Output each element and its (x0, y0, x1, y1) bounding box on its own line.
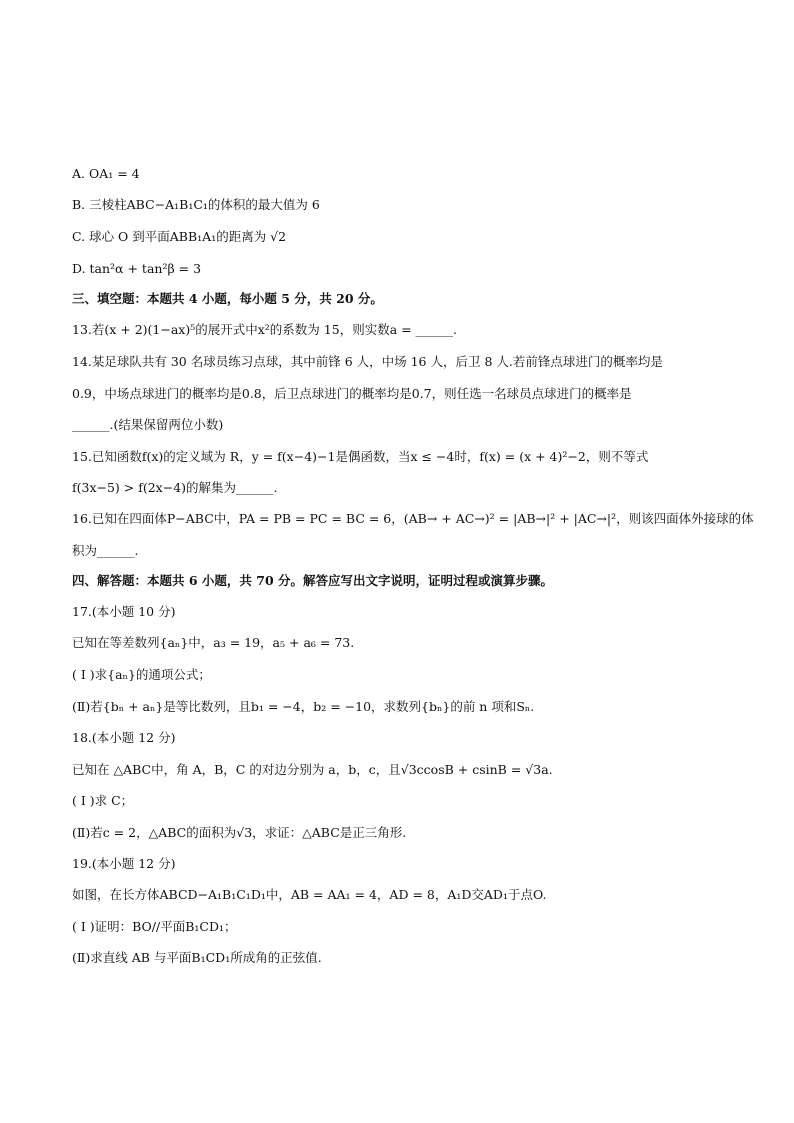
section-4-header: 四、解答题：本题共 6 小题，共 70 分。解答应写出文字说明，证明过程或演算步骤。 (72, 573, 554, 588)
question-14-line-2: 0.9，中场点球进门的概率均是0.8，后卫点球进门的概率均是0.7，则任选一名球员点球进门的概率是 (72, 386, 632, 401)
question-19-part-1: ( I )证明：BO//平面B₁CD₁； (72, 919, 237, 934)
question-17-part-1: ( I )求{aₙ}的通项公式； (72, 667, 211, 682)
question-15-line-1: 15.已知函数f(x)的定义域为 R，y = f(x−4)−1是偶函数，当x ≤ −4时，f(x) = (x + 4)²−2，则不等式 (72, 449, 649, 464)
option-b: B. 三棱柱ABC−A₁B₁C₁的体积的最大值为 6 (72, 197, 320, 212)
question-18-part-1: ( I )求 C； (72, 793, 134, 808)
question-18-stem: 已知在 △ABC中，角 A，B，C 的对边分别为 a，b，c，且√3ccosB + csinB = √3a. (72, 762, 553, 777)
question-19-stem: 如图，在长方体ABCD−A₁B₁C₁D₁中，AB = AA₁ = 4，AD = 8，A₁D交AD₁于点O. (72, 887, 547, 902)
question-14-line-1: 14.某足球队共有 30 名球员练习点球，其中前锋 6 人，中场 16 人，后卫 8 人.若前锋点球进门的概率均是 (72, 354, 663, 369)
question-14-line-3: ______.(结果保留两位小数) (72, 417, 224, 432)
question-17-stem: 已知在等差数列{aₙ}中，a₃ = 19，a₅ + a₆ = 73. (72, 635, 355, 650)
question-18-title: 18.(本小题 12 分) (72, 730, 176, 745)
question-19-part-2: (Ⅱ)求直线 AB 与平面B₁CD₁所成角的正弦值. (72, 950, 322, 965)
option-c: C. 球心 O 到平面ABB₁A₁的距离为 √2 (72, 229, 287, 244)
question-18-part-2: (Ⅱ)若c = 2，△ABC的面积为√3，求证：△ABC是正三角形. (72, 825, 407, 840)
question-13: 13.若(x + 2)(1−ax)⁵的展开式中x²的系数为 15，则实数a = ______. (72, 322, 458, 337)
question-16-line-2: 积为______. (72, 543, 139, 558)
question-17-part-2: (Ⅱ)若{bₙ + aₙ}是等比数列，且b₁ = −4，b₂ = −10，求数列{bₙ}的前 n 项和Sₙ. (72, 699, 535, 714)
question-16-line-1: 16.已知在四面体P−ABC中，PA = PB = PC = BC = 6，(AB→ + AC→)² = |AB→|² + |AC→|²，则该四面体外接球的体 (72, 511, 754, 526)
question-19-title: 19.(本小题 12 分) (72, 856, 176, 871)
question-17-title: 17.(本小题 10 分) (72, 604, 176, 619)
option-a: A. OA₁ = 4 (72, 166, 140, 181)
option-d: D. tan²α + tan²β = 3 (72, 261, 202, 276)
section-3-header: 三、填空题：本题共 4 小题，每小题 5 分，共 20 分。 (72, 291, 383, 306)
question-15-line-2: f(3x−5) > f(2x−4)的解集为______. (72, 480, 278, 495)
